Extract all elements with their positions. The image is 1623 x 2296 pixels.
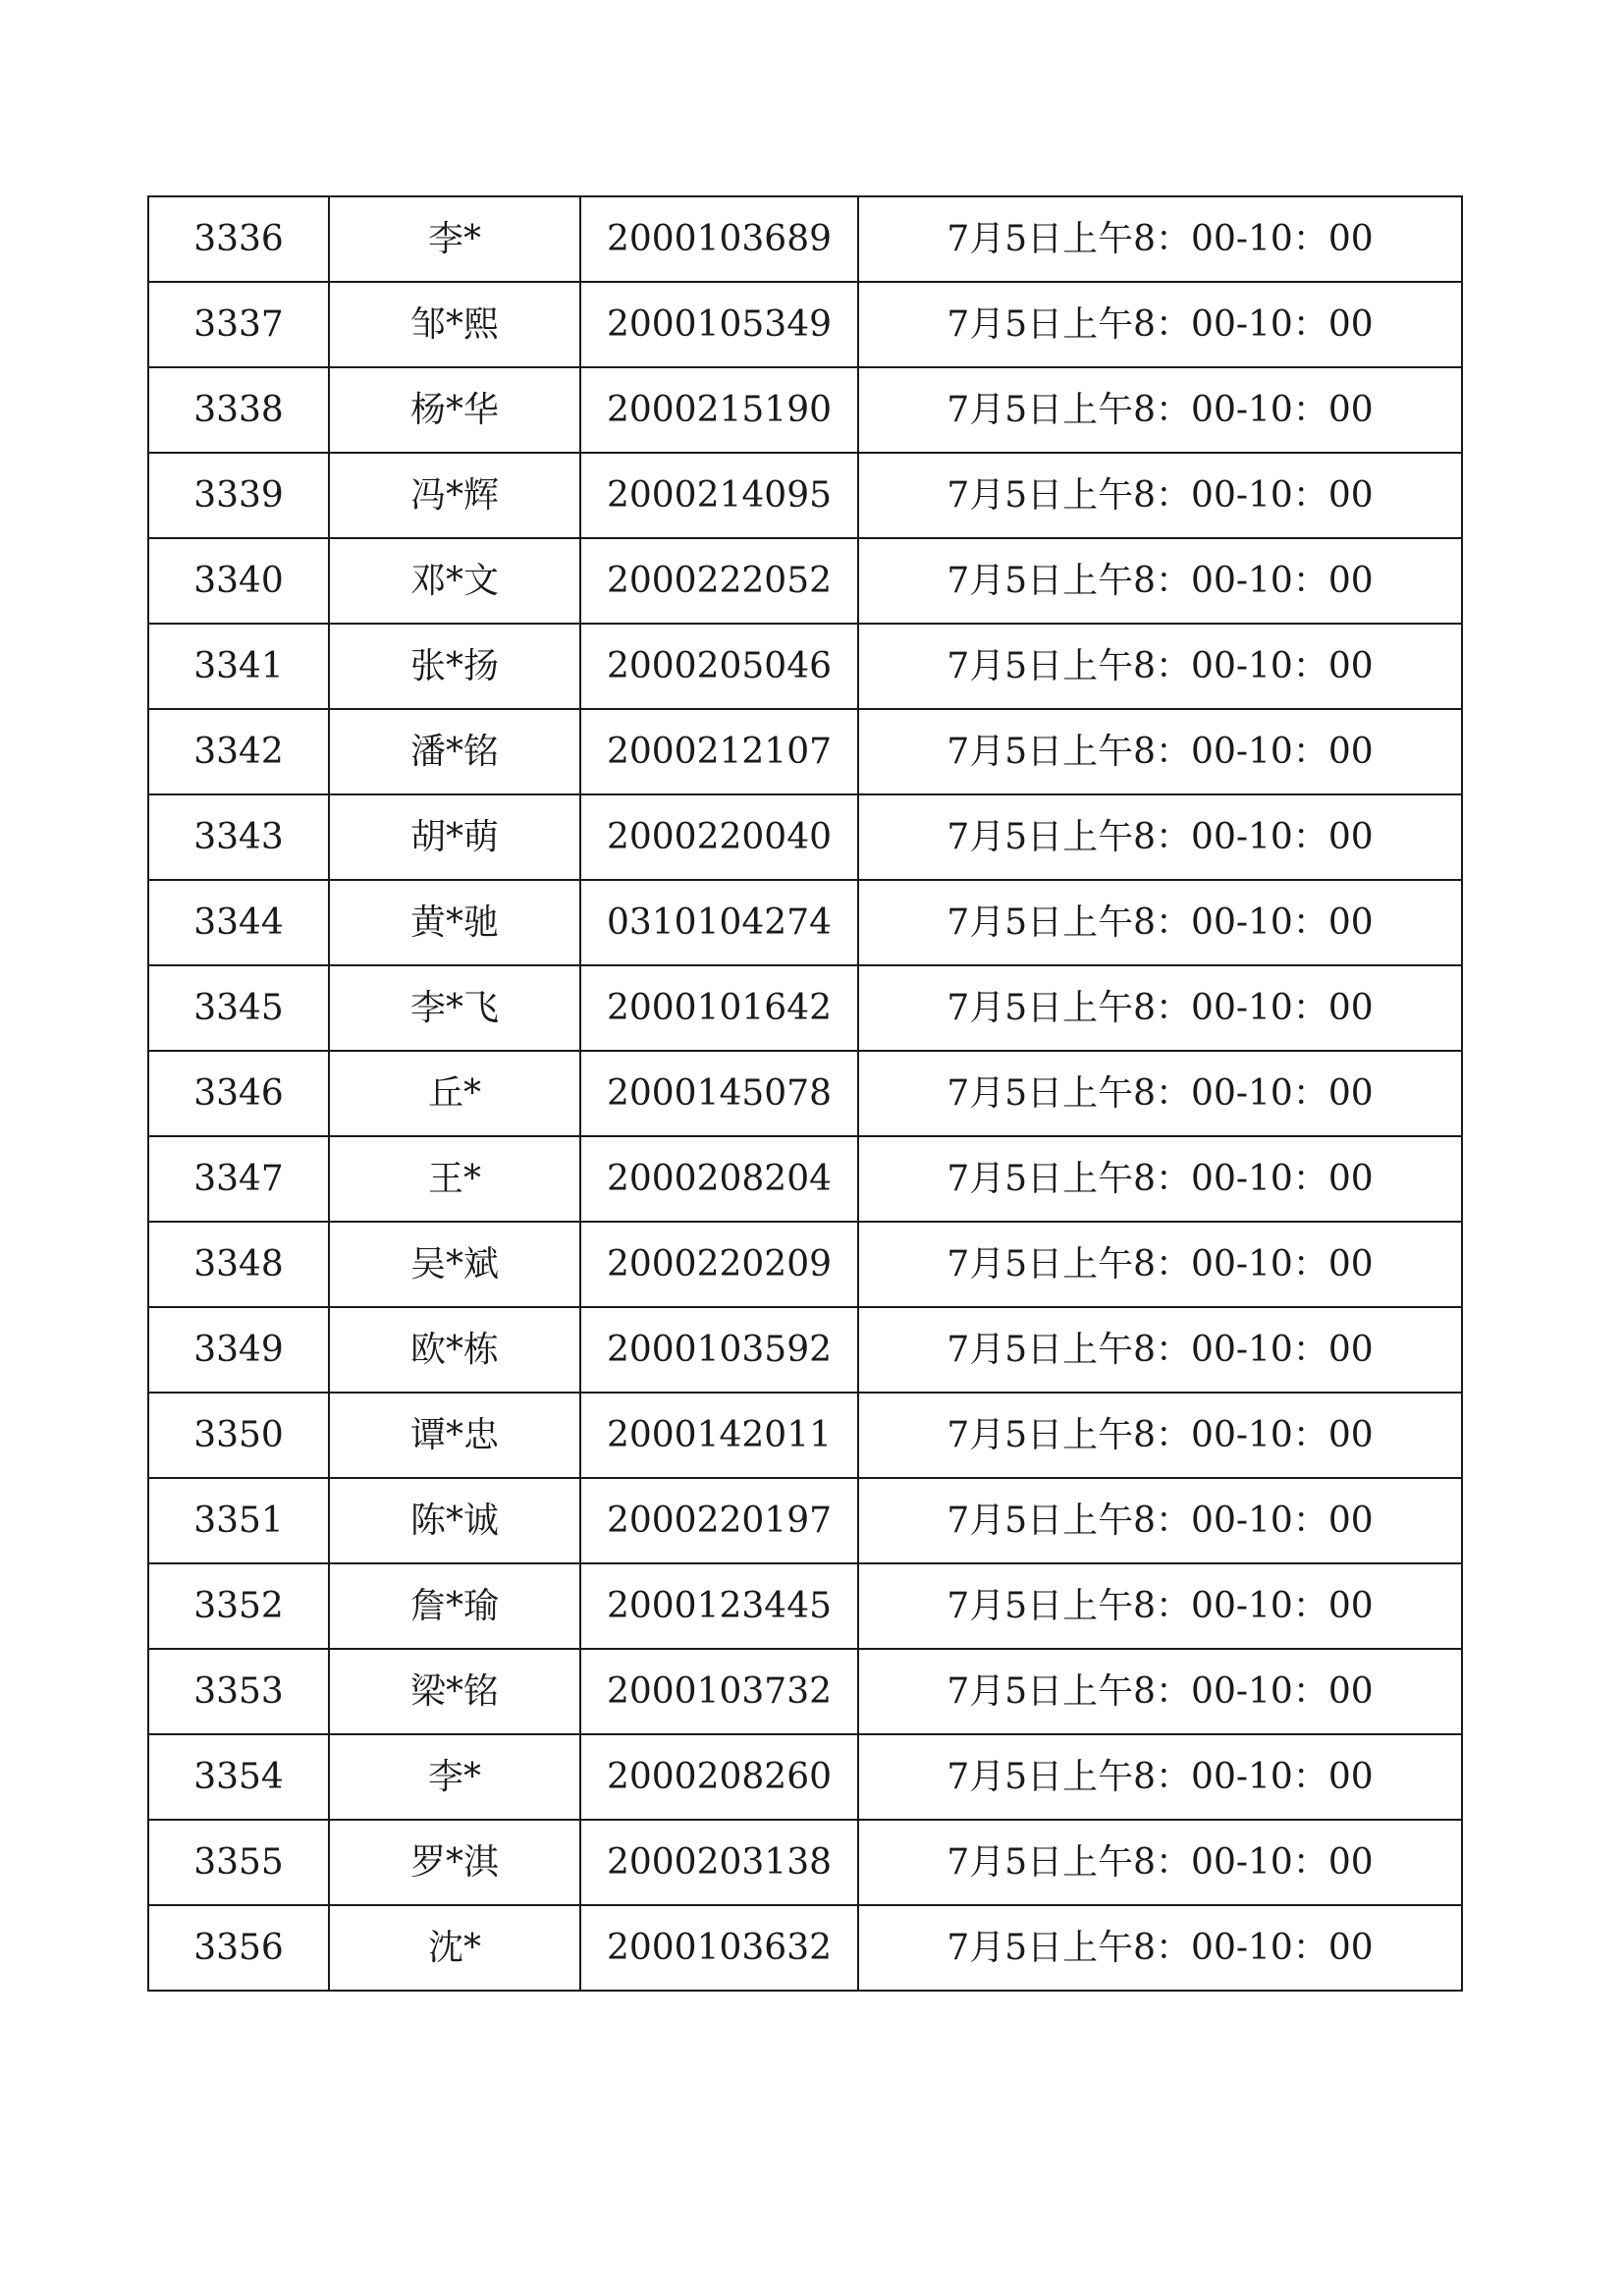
time-cell: 7月5日上午8：00-10：00 (858, 1649, 1462, 1734)
time-cell: 7月5日上午8：00-10：00 (858, 1734, 1462, 1820)
table-row (148, 1563, 1462, 1649)
table-row (148, 794, 1462, 880)
name-cell: 欧*栋 (329, 1307, 580, 1393)
time-cell: 7月5日上午8：00-10：00 (858, 1222, 1462, 1307)
time-cell: 7月5日上午8：00-10：00 (858, 709, 1462, 794)
name-cell: 黄*驰 (329, 880, 580, 965)
name-cell: 李* (329, 196, 580, 282)
id-cell: 2000142011 (580, 1393, 858, 1478)
table-row (148, 1820, 1462, 1905)
id-cell: 2000220197 (580, 1478, 858, 1563)
seq-cell: 3356 (148, 1905, 329, 1991)
time-cell: 7月5日上午8：00-10：00 (858, 880, 1462, 965)
seq-cell: 3353 (148, 1649, 329, 1734)
seq-cell: 3355 (148, 1820, 329, 1905)
id-cell: 2000203138 (580, 1820, 858, 1905)
name-cell: 丘* (329, 1051, 580, 1136)
table-row (148, 282, 1462, 367)
seq-cell: 3337 (148, 282, 329, 367)
name-cell: 陈*诚 (329, 1478, 580, 1563)
seq-cell: 3347 (148, 1136, 329, 1222)
exam-schedule-table (147, 195, 1463, 1992)
time-cell: 7月5日上午8：00-10：00 (858, 794, 1462, 880)
id-cell: 2000214095 (580, 453, 858, 538)
id-cell: 2000103732 (580, 1649, 858, 1734)
seq-cell: 3336 (148, 196, 329, 282)
time-cell: 7月5日上午8：00-10：00 (858, 538, 1462, 624)
seq-cell: 3341 (148, 624, 329, 709)
table-row (148, 367, 1462, 453)
seq-cell: 3342 (148, 709, 329, 794)
seq-cell: 3354 (148, 1734, 329, 1820)
seq-cell: 3345 (148, 965, 329, 1051)
seq-cell: 3340 (148, 538, 329, 624)
id-cell: 2000220040 (580, 794, 858, 880)
name-cell: 罗*淇 (329, 1820, 580, 1905)
id-cell: 2000101642 (580, 965, 858, 1051)
id-cell: 2000205046 (580, 624, 858, 709)
time-cell: 7月5日上午8：00-10：00 (858, 1393, 1462, 1478)
seq-cell: 3339 (148, 453, 329, 538)
id-cell: 2000215190 (580, 367, 858, 453)
time-cell: 7月5日上午8：00-10：00 (858, 1820, 1462, 1905)
table-body (148, 196, 1462, 1991)
table-row (148, 196, 1462, 282)
time-cell: 7月5日上午8：00-10：00 (858, 1478, 1462, 1563)
seq-cell: 3350 (148, 1393, 329, 1478)
seq-cell: 3343 (148, 794, 329, 880)
seq-cell: 3351 (148, 1478, 329, 1563)
time-cell: 7月5日上午8：00-10：00 (858, 367, 1462, 453)
time-cell: 7月5日上午8：00-10：00 (858, 1051, 1462, 1136)
name-cell: 李*飞 (329, 965, 580, 1051)
time-cell: 7月5日上午8：00-10：00 (858, 624, 1462, 709)
table-row (148, 1136, 1462, 1222)
id-cell: 2000208260 (580, 1734, 858, 1820)
time-cell: 7月5日上午8：00-10：00 (858, 1136, 1462, 1222)
table-row (148, 1734, 1462, 1820)
table-row (148, 453, 1462, 538)
seq-cell: 3348 (148, 1222, 329, 1307)
table-row (148, 1478, 1462, 1563)
time-cell: 7月5日上午8：00-10：00 (858, 1307, 1462, 1393)
table-row (148, 1307, 1462, 1393)
seq-cell: 3346 (148, 1051, 329, 1136)
name-cell: 杨*华 (329, 367, 580, 453)
name-cell: 邓*文 (329, 538, 580, 624)
time-cell: 7月5日上午8：00-10：00 (858, 965, 1462, 1051)
time-cell: 7月5日上午8：00-10：00 (858, 1563, 1462, 1649)
table-row (148, 1222, 1462, 1307)
name-cell: 詹*瑜 (329, 1563, 580, 1649)
name-cell: 邹*熙 (329, 282, 580, 367)
seq-cell: 3344 (148, 880, 329, 965)
name-cell: 胡*萌 (329, 794, 580, 880)
name-cell: 谭*忠 (329, 1393, 580, 1478)
time-cell: 7月5日上午8：00-10：00 (858, 196, 1462, 282)
name-cell: 梁*铭 (329, 1649, 580, 1734)
seq-cell: 3349 (148, 1307, 329, 1393)
id-cell: 2000220209 (580, 1222, 858, 1307)
id-cell: 2000145078 (580, 1051, 858, 1136)
table-row (148, 880, 1462, 965)
seq-cell: 3338 (148, 367, 329, 453)
table-row (148, 538, 1462, 624)
name-cell: 沈* (329, 1905, 580, 1991)
name-cell: 潘*铭 (329, 709, 580, 794)
time-cell: 7月5日上午8：00-10：00 (858, 282, 1462, 367)
name-cell: 吴*斌 (329, 1222, 580, 1307)
table-row (148, 1393, 1462, 1478)
name-cell: 张*扬 (329, 624, 580, 709)
name-cell: 李* (329, 1734, 580, 1820)
seq-cell: 3352 (148, 1563, 329, 1649)
id-cell: 2000105349 (580, 282, 858, 367)
id-cell: 2000208204 (580, 1136, 858, 1222)
id-cell: 2000103689 (580, 196, 858, 282)
id-cell: 0310104274 (580, 880, 858, 965)
table-row (148, 1051, 1462, 1136)
name-cell: 冯*辉 (329, 453, 580, 538)
id-cell: 2000212107 (580, 709, 858, 794)
table-row (148, 709, 1462, 794)
id-cell: 2000123445 (580, 1563, 858, 1649)
id-cell: 2000103592 (580, 1307, 858, 1393)
time-cell: 7月5日上午8：00-10：00 (858, 1905, 1462, 1991)
id-cell: 2000103632 (580, 1905, 858, 1991)
id-cell: 2000222052 (580, 538, 858, 624)
table-row (148, 1649, 1462, 1734)
table-row (148, 965, 1462, 1051)
table-row (148, 1905, 1462, 1991)
name-cell: 王* (329, 1136, 580, 1222)
time-cell: 7月5日上午8：00-10：00 (858, 453, 1462, 538)
table-row (148, 624, 1462, 709)
